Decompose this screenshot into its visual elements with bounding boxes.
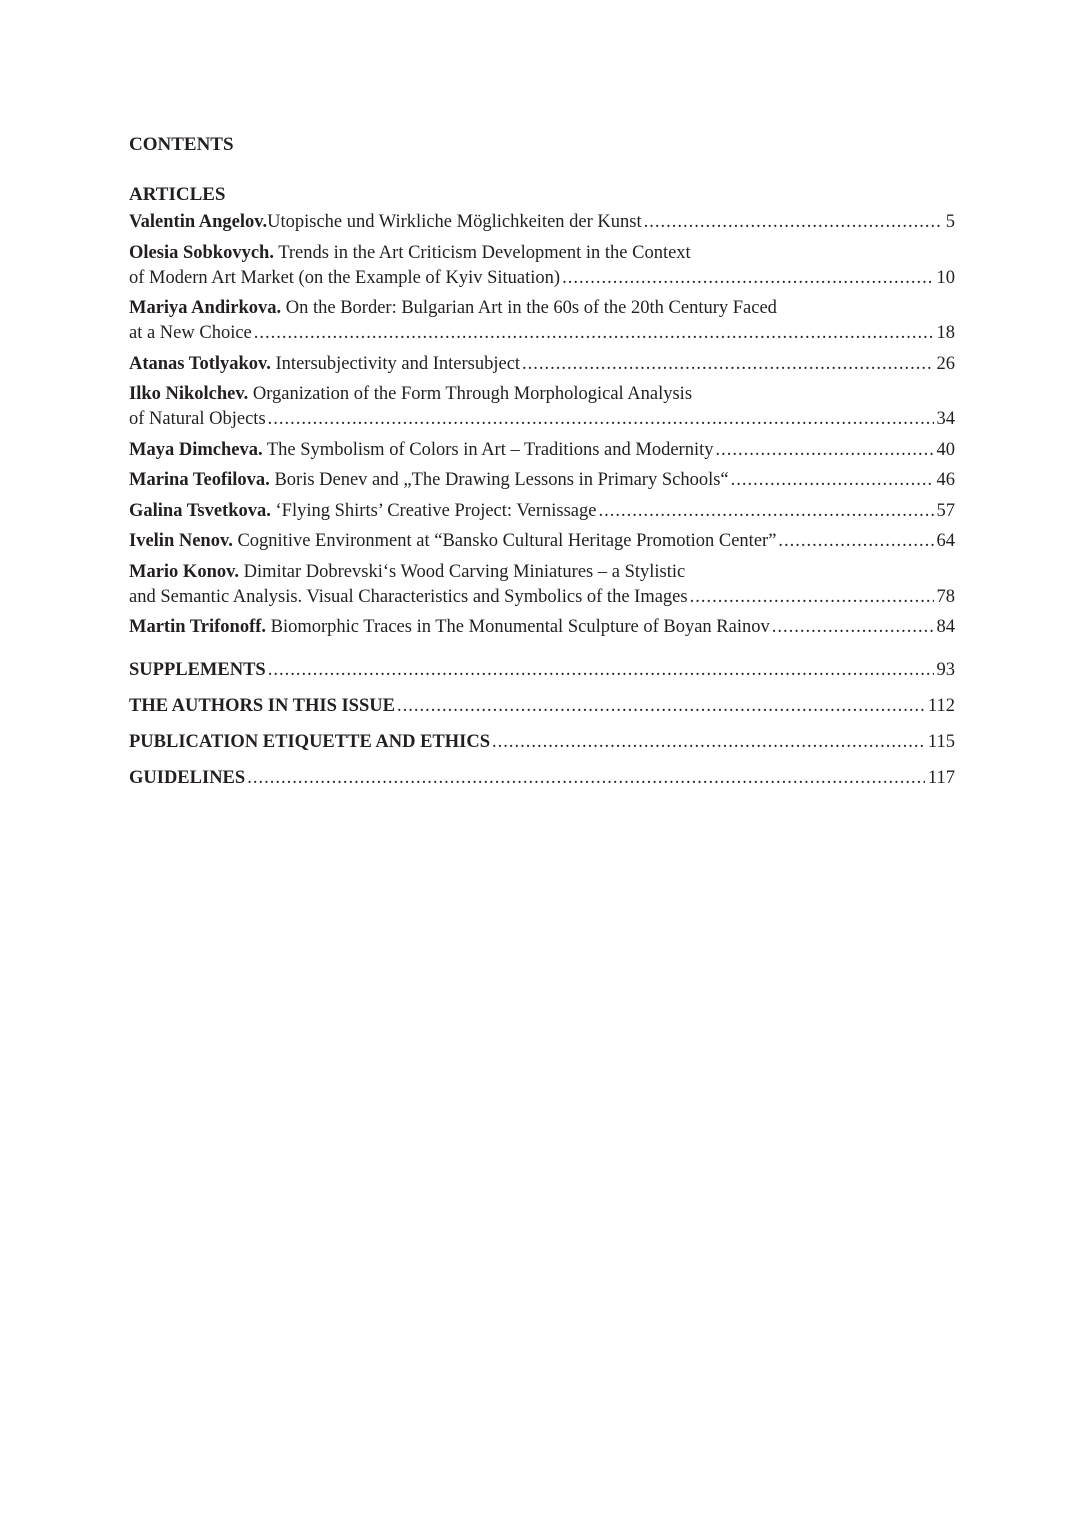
toc-entry[interactable]: [129, 615, 955, 640]
entry-title: THE AUTHORS IN THIS ISSUE: [129, 696, 395, 716]
leader-dots: [598, 499, 933, 524]
entry-title-continued: and Semantic Analysis. Visual Characteristics and Symbolics of the Images: [129, 586, 688, 607]
leader-dots: [492, 730, 925, 755]
entry-page-number: 115: [927, 732, 955, 752]
entry-author: Ilko Nikolchev.: [129, 384, 249, 404]
toc-entry[interactable]: [129, 438, 955, 463]
leader-dots: [397, 694, 925, 719]
entry-title: Organization of the Form Through Morphological Analysis: [248, 384, 693, 404]
leader-dots: [268, 658, 934, 683]
entry-author: Marina Teofilova.: [129, 470, 270, 490]
leader-dots: [254, 321, 934, 346]
entry-author: Mariya Andirkova.: [129, 298, 282, 318]
entry-title: ‘Flying Shirts’ Creative Project: Vernissage: [270, 500, 597, 521]
toc-entry[interactable]: [129, 296, 955, 346]
toc-entry-authors[interactable]: [129, 694, 955, 719]
entry-author: Olesia Sobkovych.: [129, 242, 274, 263]
toc-entry[interactable]: [129, 499, 955, 524]
entry-author: Galina Tsvetkova.: [129, 500, 271, 521]
entry-page-number: 112: [927, 696, 955, 716]
entry-page-number: 64: [936, 531, 955, 551]
toc-entry-supplements[interactable]: [129, 658, 955, 683]
leader-dots: [778, 529, 933, 554]
entry-page-number: 57: [936, 500, 955, 521]
entry-title: Boris Denev and „The Drawing Lessons in Primary Schools“: [269, 470, 729, 490]
entry-author: Mario Konov.: [129, 561, 239, 582]
entry-page-number: 26: [936, 353, 955, 374]
entry-author: Valentin Angelov.: [129, 212, 268, 232]
articles-heading: ARTICLES: [129, 184, 226, 205]
leader-dots: [715, 438, 933, 463]
leader-dots: [644, 210, 943, 235]
entry-title: The Symbolism of Colors in Art – Traditions and Modernity: [262, 439, 714, 460]
entry-page-number: 5: [945, 212, 955, 232]
toc-entry-ethics[interactable]: [129, 730, 955, 755]
toc-entry-guidelines[interactable]: [129, 766, 955, 791]
toc-entry[interactable]: [129, 210, 955, 235]
entry-title: On the Border: Bulgarian Art in the 60s of the 20th Century Faced: [281, 298, 777, 318]
entry-author: Maya Dimcheva.: [129, 439, 263, 460]
leader-dots: [522, 352, 933, 377]
entry-author: Martin Trifonoff.: [129, 617, 267, 637]
entry-title: PUBLICATION ETIQUETTE AND ETHICS: [129, 732, 491, 752]
toc-entry[interactable]: [129, 352, 955, 377]
back-matter-list: [129, 658, 955, 791]
entry-title: GUIDELINES: [129, 768, 246, 788]
leader-dots: [690, 585, 934, 610]
entry-page-number: 117: [927, 768, 955, 788]
entry-title: Trends in the Art Criticism Development in the Context: [273, 242, 691, 263]
leader-dots: [772, 615, 934, 640]
entry-page-number: 40: [936, 439, 955, 460]
toc-entry[interactable]: [129, 468, 955, 493]
leader-dots: [268, 407, 934, 432]
toc-entry[interactable]: [129, 241, 955, 291]
entry-author: Ivelin Nenov.: [129, 531, 233, 551]
leader-dots: [562, 266, 933, 291]
entry-page-number: 34: [936, 409, 955, 429]
entry-page-number: 93: [936, 660, 955, 680]
entry-title: Dimitar Dobrevski‘s Wood Carving Miniatures – a Stylistic: [238, 561, 686, 582]
leader-dots: [731, 468, 934, 493]
entry-title: Intersubjectivity and Intersubject: [270, 353, 521, 374]
entry-title: SUPPLEMENTS: [129, 660, 266, 680]
entry-author: Atanas Totlyakov.: [129, 353, 271, 374]
entry-title: Utopische und Wirkliche Möglichkeiten der Kunst: [267, 212, 642, 232]
entry-page-number: 78: [936, 586, 955, 607]
entry-page-number: 10: [936, 267, 955, 288]
entry-page-number: 84: [936, 617, 955, 637]
toc-entry[interactable]: [129, 529, 955, 554]
entry-title-continued: at a New Choice: [129, 323, 252, 343]
leader-dots: [247, 766, 925, 791]
entry-page-number: 46: [936, 470, 955, 490]
toc-entry[interactable]: [129, 382, 955, 432]
entry-title: Cognitive Environment at “Bansko Cultural Heritage Promotion Center”: [232, 531, 777, 551]
table-of-contents: [129, 132, 955, 802]
entry-title-continued: of Natural Objects: [129, 409, 266, 429]
entry-title-continued: of Modern Art Market (on the Example of Kyiv Situation): [129, 267, 561, 288]
toc-entry[interactable]: [129, 560, 955, 610]
contents-heading: CONTENTS: [129, 134, 234, 155]
articles-list: [129, 210, 955, 640]
entry-title: Biomorphic Traces in The Monumental Sculpture of Boyan Rainov: [266, 617, 770, 637]
entry-page-number: 18: [936, 323, 955, 343]
